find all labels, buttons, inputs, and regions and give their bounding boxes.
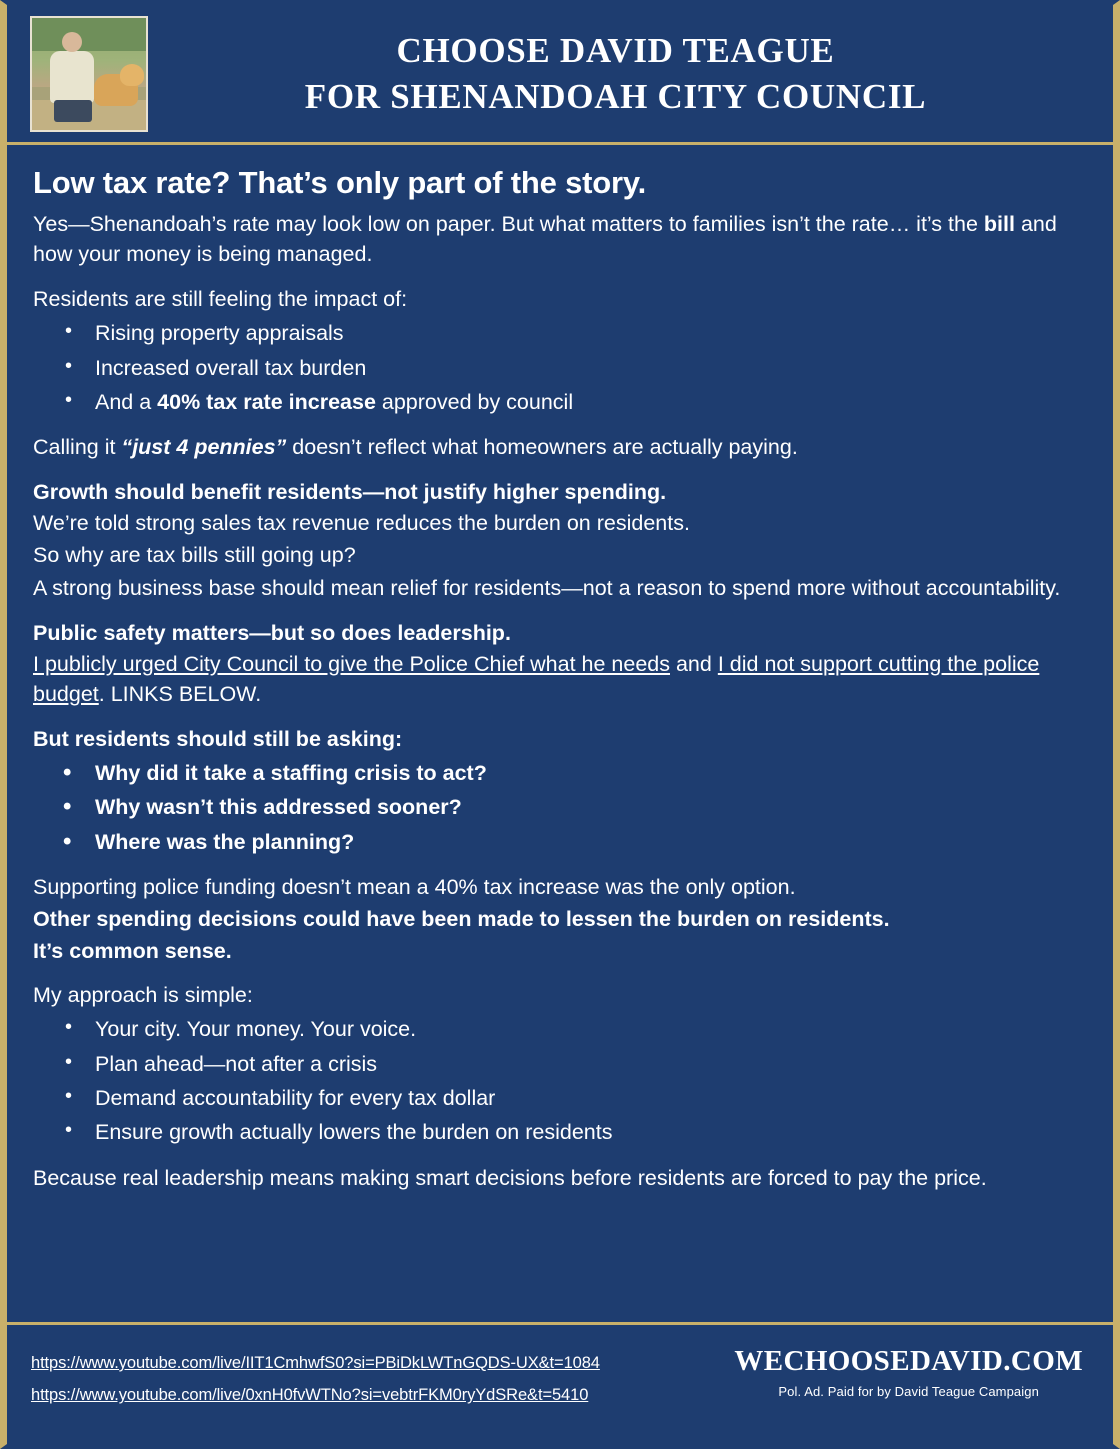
- pennies-quote: “just 4 pennies”: [121, 435, 287, 460]
- bullet-icon: •: [65, 1050, 73, 1073]
- flyer-body: [7, 145, 1113, 1193]
- safety-mid-text: and: [670, 651, 718, 676]
- asking-item-label: Why did it take a staffing crisis to act?: [95, 760, 487, 785]
- list-item: [65, 1047, 1087, 1081]
- bullet-icon: •: [65, 1016, 73, 1039]
- safety-link-1[interactable]: I publicly urged City Council to give the Police Chief what he needs: [33, 651, 670, 676]
- approach-item-label: Demand accountability for every tax dollar: [95, 1085, 496, 1110]
- bullet-icon: •: [65, 1084, 73, 1107]
- safety-end-text: . LINKS BELOW.: [98, 682, 262, 707]
- bullet-icon: •: [65, 320, 73, 343]
- candidate-photo: [30, 16, 148, 132]
- bullet-icon: •: [63, 793, 72, 821]
- footer-link-2[interactable]: https://www.youtube.com/live/0xnH0fvWTNo?si=vebtrFKM0ryYdSRe&t=5410: [31, 1386, 589, 1405]
- bullet-icon: •: [65, 388, 73, 411]
- bullet-icon: •: [63, 827, 72, 855]
- headline: Low tax rate? That’s only part of the story.: [33, 165, 647, 200]
- photo-candidate-shirt: [50, 51, 94, 103]
- list-item: [63, 790, 1087, 824]
- footer-brand: [734, 1339, 1089, 1399]
- impact-item-1-pre: Increased overall tax burden: [95, 355, 367, 380]
- title-line-1: CHOOSE DAVID TEAGUE: [396, 31, 835, 70]
- impact-item-2-pre: And a: [95, 389, 158, 414]
- political-disclaimer: Pol. Ad. Paid for by David Teague Campaign: [778, 1384, 1039, 1399]
- impact-list: [33, 316, 1087, 419]
- list-item: [65, 1081, 1087, 1115]
- approach-list: [33, 1012, 1087, 1150]
- photo-candidate-legs: [54, 100, 92, 122]
- growth-line-1: We’re told strong sales tax revenue reduces the burden on residents.: [33, 510, 690, 535]
- impact-lead: Residents are still feeling the impact of:: [33, 286, 408, 311]
- brand-website[interactable]: WECHOOSEDAVID.COM: [734, 1345, 1083, 1377]
- footer-link-1[interactable]: https://www.youtube.com/live/IIT1CmhwfS0?si=PBiDkLWTnGQDS-UX&t=1084: [31, 1354, 600, 1372]
- photo-dog-head: [120, 64, 144, 86]
- growth-line-3: A strong business base should mean relief for residents—not a reason to spend more without accountability.: [33, 576, 1061, 600]
- intro-text-b: and how your money is being managed.: [33, 211, 1057, 267]
- intro-emphasis-bill: bill: [983, 211, 1015, 236]
- list-item: [65, 351, 1087, 385]
- flyer-title: [148, 28, 1113, 119]
- safety-heading: Public safety matters—but so does leadership.: [33, 620, 511, 645]
- asking-list: [33, 756, 1087, 859]
- pennies-text-a: Calling it: [33, 435, 122, 460]
- asking-item-label: Where was the planning?: [95, 829, 355, 854]
- list-item: [65, 385, 1087, 419]
- list-item: [63, 825, 1087, 859]
- bullet-icon: •: [65, 1119, 73, 1142]
- growth-line-2: So why are tax bills still going up?: [33, 543, 356, 568]
- option-bold-line-2: It’s common sense.: [33, 938, 232, 963]
- bullet-icon: •: [65, 354, 73, 377]
- safety-link-2[interactable]: I did not support cutting the police budget: [33, 651, 1040, 707]
- list-item: [63, 756, 1087, 790]
- closing-paragraph: Because real leadership means making smart decisions before residents are forced to pay the price.: [33, 1165, 987, 1190]
- asking-heading: But residents should still be asking:: [33, 726, 403, 751]
- option-line: Supporting police funding doesn’t mean a 40% tax increase was the only option.: [33, 874, 796, 899]
- bullet-icon: •: [63, 758, 72, 786]
- approach-item-label: Plan ahead—not after a crisis: [95, 1051, 378, 1076]
- list-item: [65, 316, 1087, 350]
- flyer-header: [7, 5, 1113, 145]
- approach-item-label: Your city. Your money. Your voice.: [95, 1017, 417, 1042]
- list-item: [65, 1012, 1087, 1046]
- impact-item-2-post: approved by council: [375, 389, 574, 414]
- impact-item-0-pre: Rising property appraisals: [95, 321, 344, 346]
- growth-heading: Growth should benefit residents—not justify higher spending.: [33, 479, 667, 504]
- approach-item-label: Ensure growth actually lowers the burden on residents: [95, 1120, 613, 1145]
- safety-paragraph: [33, 649, 1087, 710]
- photo-candidate-head: [62, 32, 82, 52]
- photo-background-foliage: [32, 18, 146, 52]
- intro-text-a: Yes—Shenandoah’s rate may look low on paper. But what matters to families isn’t the rate… it’s the: [33, 211, 984, 236]
- footer-links: [31, 1339, 734, 1411]
- intro-paragraph: [33, 209, 1087, 270]
- pennies-text-b: doesn’t reflect what homeowners are actually paying.: [286, 435, 798, 460]
- flyer-footer: [7, 1322, 1113, 1444]
- impact-item-2-bold: 40% tax rate increase: [157, 389, 376, 414]
- list-item: [65, 1115, 1087, 1149]
- pennies-paragraph: [33, 432, 1087, 463]
- approach-lead: My approach is simple:: [33, 982, 253, 1007]
- option-bold-line-1: Other spending decisions could have been made to lessen the burden on residents.: [33, 907, 890, 932]
- title-line-2: FOR SHENANDOAH CITY COUNCIL: [304, 76, 927, 116]
- asking-item-label: Why wasn’t this addressed sooner?: [95, 795, 462, 820]
